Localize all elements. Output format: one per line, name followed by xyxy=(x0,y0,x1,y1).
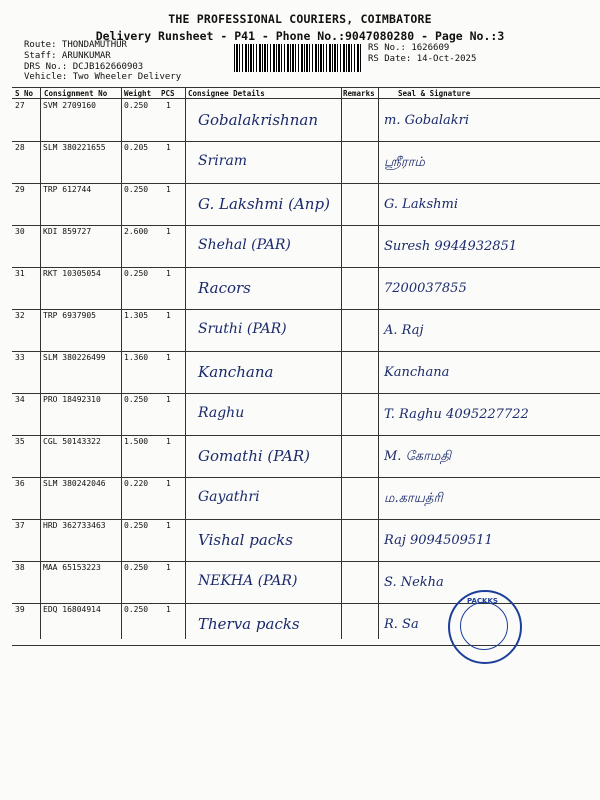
row-consignment: SLM 380242046 xyxy=(43,479,106,488)
row-signature: S. Nekha xyxy=(384,575,444,590)
row-sno: 27 xyxy=(15,101,25,110)
row-pcs: 1 xyxy=(166,437,171,446)
row-pcs: 1 xyxy=(166,185,171,194)
col-divider xyxy=(341,87,342,639)
row-divider xyxy=(12,309,600,310)
stamp-inner-ring xyxy=(460,602,508,650)
row-consignee: Vishal packs xyxy=(198,531,293,549)
rs-no: RS No.: 1626609 xyxy=(368,43,450,53)
row-sno: 38 xyxy=(15,563,25,572)
row-sno: 32 xyxy=(15,311,25,320)
col-divider xyxy=(121,87,122,639)
row-consignment: SLM 380221655 xyxy=(43,143,106,152)
header-bottom-border xyxy=(12,98,600,99)
row-signature: T. Raghu 4095227722 xyxy=(384,407,529,422)
row-weight: 0.250 xyxy=(124,605,149,614)
barcode xyxy=(234,44,362,72)
row-weight: 0.250 xyxy=(124,563,149,572)
row-signature: m. Gobalakri xyxy=(384,113,470,128)
row-sno: 34 xyxy=(15,395,25,404)
row-divider xyxy=(12,183,600,184)
row-consignee: Shehal (PAR) xyxy=(198,237,291,253)
row-sno: 31 xyxy=(15,269,25,278)
row-sno: 35 xyxy=(15,437,25,446)
row-pcs: 1 xyxy=(166,311,171,320)
row-consignment: SVM 2709160 xyxy=(43,101,96,110)
row-consignment: MAA 65153223 xyxy=(43,563,101,572)
col-pcs: PCS xyxy=(161,89,175,98)
row-weight: 0.205 xyxy=(124,143,149,152)
col-weight: Weight xyxy=(124,89,152,98)
row-pcs: 1 xyxy=(166,143,171,152)
row-weight: 1.360 xyxy=(124,353,149,362)
row-sno: 39 xyxy=(15,605,25,614)
row-consignee: Sruthi (PAR) xyxy=(198,321,287,337)
col-remarks: Remarks xyxy=(343,89,375,98)
row-pcs: 1 xyxy=(166,563,171,572)
row-signature: ஸ்ரீராம் xyxy=(384,155,425,170)
row-divider xyxy=(12,435,600,436)
row-sno: 29 xyxy=(15,185,25,194)
row-signature: G. Lakshmi xyxy=(384,197,458,212)
row-signature: R. Sa xyxy=(384,617,419,632)
row-sno: 36 xyxy=(15,479,25,488)
row-consignment: RKT 10305054 xyxy=(43,269,101,278)
row-consignment: TRP 612744 xyxy=(43,185,92,194)
drs-label: DRS No.: DCJB162660903 xyxy=(24,62,144,72)
row-divider xyxy=(12,519,600,520)
table-top-border xyxy=(12,87,600,88)
row-consignee: Therva packs xyxy=(198,615,300,633)
row-sno: 37 xyxy=(15,521,25,530)
row-divider xyxy=(12,225,600,226)
row-signature: Kanchana xyxy=(384,365,450,380)
row-weight: 0.250 xyxy=(124,395,149,404)
row-consignee: Racors xyxy=(198,279,251,297)
row-signature: Suresh 9944932851 xyxy=(384,239,518,254)
row-consignment: TRP 6937905 xyxy=(43,311,96,320)
row-pcs: 1 xyxy=(166,227,171,236)
row-consignee: Gayathri xyxy=(198,489,260,505)
row-pcs: 1 xyxy=(166,479,171,488)
company-title: THE PROFESSIONAL COURIERS, COIMBATORE xyxy=(168,12,432,26)
row-signature: A. Raj xyxy=(384,323,424,338)
row-weight: 0.250 xyxy=(124,269,149,278)
row-divider xyxy=(12,351,600,352)
row-sno: 30 xyxy=(15,227,25,236)
row-weight: 0.220 xyxy=(124,479,149,488)
row-weight: 1.500 xyxy=(124,437,149,446)
row-pcs: 1 xyxy=(166,395,171,404)
col-divider xyxy=(40,87,41,639)
row-consignee: Sriram xyxy=(198,153,248,169)
row-consignee: Raghu xyxy=(198,405,245,421)
row-weight: 0.250 xyxy=(124,521,149,530)
staff-label: Staff: ARUNKUMAR xyxy=(24,51,111,61)
row-pcs: 1 xyxy=(166,605,171,614)
route-label: Route: THONDAMUTHUR xyxy=(24,40,127,50)
vehicle-label: Vehicle: Two Wheeler Delivery xyxy=(24,72,182,82)
row-consignee: Gobalakrishnan xyxy=(198,111,318,129)
row-pcs: 1 xyxy=(166,101,171,110)
row-pcs: 1 xyxy=(166,353,171,362)
row-consignment: SLM 380226499 xyxy=(43,353,106,362)
runsheet-title: Delivery Runsheet - P41 - Phone No.:9047080280 - Page No.:3 xyxy=(95,29,505,43)
row-pcs: 1 xyxy=(166,269,171,278)
row-divider xyxy=(12,393,600,394)
col-divider xyxy=(185,87,186,639)
row-consignee: Gomathi (PAR) xyxy=(198,447,310,465)
row-consignment: PRO 18492310 xyxy=(43,395,101,404)
row-weight: 0.250 xyxy=(124,101,149,110)
row-divider xyxy=(12,477,600,478)
row-divider xyxy=(12,141,600,142)
row-weight: 0.250 xyxy=(124,185,149,194)
row-consignee: Kanchana xyxy=(198,363,274,381)
col-divider xyxy=(378,87,379,639)
row-signature: M. கோமதி xyxy=(384,449,452,464)
col-consignment: Consignment No xyxy=(44,89,108,98)
row-consignment: HRD 362733463 xyxy=(43,521,106,530)
row-consignment: CGL 50143322 xyxy=(43,437,101,446)
row-consignee: NEKHA (PAR) xyxy=(198,573,298,589)
rs-date: RS Date: 14-Oct-2025 xyxy=(368,54,477,64)
row-signature: Raj 9094509511 xyxy=(384,533,493,548)
row-divider xyxy=(12,267,600,268)
row-pcs: 1 xyxy=(166,521,171,530)
row-weight: 1.305 xyxy=(124,311,149,320)
row-sno: 28 xyxy=(15,143,25,152)
row-consignment: KDI 859727 xyxy=(43,227,92,236)
row-signature: ம.காயத்ரி xyxy=(384,491,443,506)
row-weight: 2.600 xyxy=(124,227,149,236)
row-signature: 7200037855 xyxy=(384,281,467,296)
col-signature: Seal & Signature xyxy=(398,89,471,98)
row-consignee: G. Lakshmi (Anp) xyxy=(198,195,330,213)
row-sno: 33 xyxy=(15,353,25,362)
stamp-text: PACKKS xyxy=(467,597,498,605)
col-consignee: Consignee Details xyxy=(188,89,265,98)
col-sno: S No xyxy=(15,89,34,98)
row-divider xyxy=(12,561,600,562)
row-consignment: EDQ 16804914 xyxy=(43,605,101,614)
